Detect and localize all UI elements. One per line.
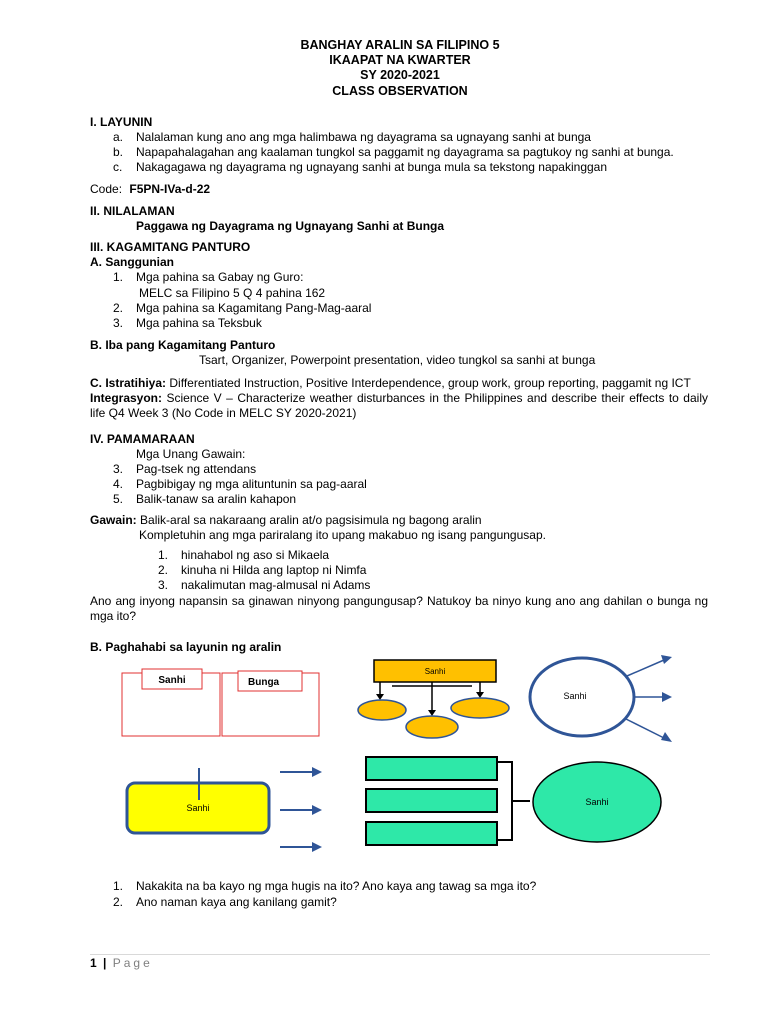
page-label: Page <box>112 956 153 970</box>
section-pamamaraan-heading: IV. PAMAMARAAN <box>90 432 195 446</box>
list-marker: b. <box>113 145 124 159</box>
organizer-oval-right <box>451 698 509 718</box>
list-marker: 1. <box>113 270 124 284</box>
iba-pang-kagamitan-heading: B. Iba pang Kagamitang Panturo <box>90 338 276 352</box>
list-marker: 2. <box>113 301 124 315</box>
list-marker: 3. <box>113 316 124 330</box>
footer-divider <box>90 954 710 955</box>
circle-arrowhead-3 <box>661 732 672 742</box>
green-bar-1 <box>366 757 497 780</box>
bunga-label: Bunga <box>248 677 280 688</box>
list-marker: a. <box>113 130 124 144</box>
reflection-question: Ano ang inyong napansin sa ginawan ninyong pangungusap? Natukoy ba ninyo kung ano ang dahilan o bunga ng mga ito? <box>90 594 708 623</box>
circle-arrow-3 <box>626 719 664 738</box>
list-item: Mga pahina sa Kagamitang Pang-Mag-aaral <box>136 301 372 315</box>
section-kagamitan-heading: III. KAGAMITANG PANTURO <box>90 240 251 254</box>
list-marker: 4. <box>113 477 124 491</box>
list-item: Nakagagawa ng dayagrama ng ugnayang sanhi at bunga mula sa tekstong napakinggan <box>136 160 608 174</box>
title-line-4: CLASS OBSERVATION <box>332 84 468 98</box>
organizer-top-label: Sanhi <box>424 667 446 676</box>
green-bar-2 <box>366 789 497 812</box>
nilalaman-text: Paggawa ng Dayagrama ng Ugnayang Sanhi at Bunga <box>136 219 445 233</box>
organizer-oval-center <box>406 716 458 738</box>
list-marker: 1. <box>113 879 124 893</box>
organizer-arrowhead-right <box>476 692 484 698</box>
list-item: Pagbibigay ng mga alituntunin sa pag-aaral <box>136 477 367 491</box>
list-marker: 3. <box>158 578 169 592</box>
list-marker: 5. <box>113 492 124 506</box>
sanhi-green-label: Sanhi <box>585 797 609 807</box>
title-line-3: SY 2020-2021 <box>360 68 440 82</box>
list-item: Mga pahina sa Teksbuk <box>136 316 262 330</box>
list-marker: 3. <box>113 462 124 476</box>
code-label: Code: <box>90 182 123 196</box>
sanhi-circle-label: Sanhi <box>563 691 587 701</box>
iba-pang-kagamitan-text: Tsart, Organizer, Powerpoint presentation, video tungkol sa sanhi at bunga <box>199 353 596 367</box>
istratihiya-row <box>90 376 691 391</box>
yellow-arrowhead-3 <box>312 842 322 852</box>
section-nilalaman-heading: II. NILALAMAN <box>90 204 175 218</box>
list-marker: 1. <box>158 548 169 562</box>
list-marker: 2. <box>113 895 124 909</box>
unang-gawain-label: Mga Unang Gawain: <box>136 447 246 461</box>
code-row <box>90 182 210 197</box>
code-value: F5PN-IVa-d-22 <box>129 182 211 196</box>
list-item: Nakakita na ba kayo ng mga hugis na ito? Ano kaya ang tawag sa mga ito? <box>136 879 537 893</box>
sanggunian-heading: A. Sanggunian <box>90 255 174 269</box>
list-item: MELC sa Filipino 5 Q 4 pahina 162 <box>139 286 326 300</box>
list-item: kinuha ni Hilda ang laptop ni Nimfa <box>181 563 367 577</box>
sanhi-yellow-label: Sanhi <box>186 803 210 813</box>
integrasyon-label: Integrasyon: <box>90 391 163 405</box>
list-item: Pag-tsek ng attendans <box>136 462 257 476</box>
title-line-1: BANGHAY ARALIN SA FILIPINO 5 <box>300 38 500 52</box>
yellow-arrowhead-2 <box>312 805 322 815</box>
page-footer <box>90 956 153 970</box>
list-item: nakalimutan mag-almusal ni Adams <box>181 578 371 592</box>
circle-arrowhead-2 <box>662 692 672 702</box>
istratihiya-text: Differentiated Instruction, Positive Interdependence, group work, group reporting, paggamit ng ICT <box>169 376 691 390</box>
gawain-row <box>90 513 482 528</box>
paghahabi-heading: B. Paghahabi sa layunin ng aralin <box>90 640 282 654</box>
organizer-oval-left <box>358 700 406 720</box>
integrasyon-text: Science V – Characterize weather disturbances in the Philippines and describe their effects to daily life Q4 Week 3 (No Code in MELC SY 2020-2021) <box>90 391 708 420</box>
list-marker: c. <box>113 160 123 174</box>
circle-arrow-1 <box>627 660 664 676</box>
title-line-2: IKAAPAT NA KWARTER <box>329 53 471 67</box>
page-number: 1 <box>90 956 97 970</box>
yellow-arrowhead-1 <box>312 767 322 777</box>
list-item: Napapahalagahan ang kaalaman tungkol sa paggamit ng dayagrama sa pagtukoy ng sanhi at bunga. <box>136 145 674 159</box>
footer-separator: | <box>103 956 107 970</box>
green-bar-3 <box>366 822 497 845</box>
list-item: Mga pahina sa Gabay ng Guro: <box>136 270 304 284</box>
list-item: Ano naman kaya ang kanilang gamit? <box>136 895 337 909</box>
sanhi-label: Sanhi <box>158 675 186 686</box>
list-item: Nalalaman kung ano ang mga halimbawa ng dayagrama sa ugnayang sanhi at bunga <box>136 130 591 144</box>
section-layunin-heading: I. LAYUNIN <box>90 115 153 129</box>
gawain-instruction: Kompletuhin ang mga pariralang ito upang makabuo ng isang pangungusap. <box>139 528 546 542</box>
list-marker: 2. <box>158 563 169 577</box>
integrasyon-paragraph <box>90 391 708 421</box>
green-bracket <box>497 762 512 840</box>
circle-arrowhead-1 <box>661 655 672 664</box>
gawain-text: Balik-aral sa nakaraang aralin at/o pagsisimula ng bagong aralin <box>140 513 482 527</box>
list-item: hinahabol ng aso si Mikaela <box>181 548 330 562</box>
gawain-label: Gawain: <box>90 513 137 527</box>
list-item: Balik-tanaw sa aralin kahapon <box>136 492 297 506</box>
organizer-arrowhead-center <box>428 710 436 716</box>
istratihiya-label: C. Istratihiya: <box>90 376 167 390</box>
organizer-arrowhead-left <box>376 694 384 700</box>
